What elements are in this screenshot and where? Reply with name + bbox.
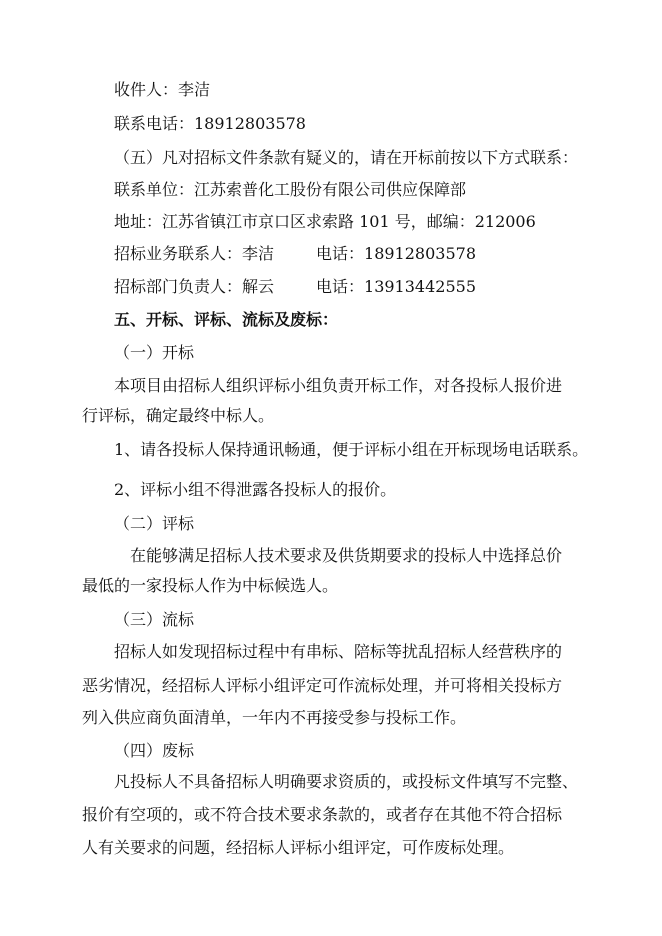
subsection-failed-bid-title: （三）流标 bbox=[114, 610, 195, 629]
contact-unit-line: 联系单位：江苏索普化工股份有限公司供应保障部 bbox=[114, 180, 467, 199]
recipient-phone-line: 联系电话：18912803578 bbox=[114, 114, 306, 133]
inquiry-paragraph: （五）凡对招标文件条款有疑义的，请在开标前按以下方式联系： bbox=[114, 148, 579, 167]
section-title: 五、开标、评标、流标及废标： bbox=[114, 310, 339, 329]
failed-bid-paragraph-line: 恶劣情况，经招标人评标小组评定可作流标处理，并可将相关投标方 bbox=[82, 676, 563, 695]
opening-item-1: 1、请各投标人保持通讯畅通，便于评标小组在开标现场电话联系。 bbox=[114, 440, 589, 459]
bid-contact-label: 招标业务联系人：李洁 bbox=[114, 244, 275, 263]
evaluation-paragraph-line: 在能够满足招标人技术要求及供货期要求的投标人中选择总价 bbox=[130, 546, 563, 565]
subsection-evaluation-title: （二）评标 bbox=[114, 514, 195, 533]
invalid-bid-paragraph-line: 人有关要求的问题，经招标人评标小组评定，可作废标处理。 bbox=[82, 838, 515, 857]
opening-item-2: 2、评标小组不得泄露各投标人的报价。 bbox=[114, 480, 397, 499]
recipient-line: 收件人：李洁 bbox=[114, 80, 211, 99]
bid-contact-line bbox=[114, 244, 476, 264]
failed-bid-paragraph-line: 招标人如发现招标过程中有串标、陪标等扰乱招标人经营秩序的 bbox=[114, 642, 563, 661]
bid-contact-phone: 电话：18912803578 bbox=[316, 244, 476, 263]
dept-head-line bbox=[114, 277, 476, 297]
subsection-opening-title: （一）开标 bbox=[114, 343, 195, 362]
invalid-bid-paragraph-line: 凡投标人不具备招标人明确要求资质的，或投标文件填写不完整、 bbox=[114, 772, 579, 791]
failed-bid-paragraph-line: 列入供应商负面清单，一年内不再接受参与投标工作。 bbox=[82, 708, 467, 727]
dept-head-phone: 电话：13913442555 bbox=[316, 277, 476, 296]
address-line: 地址：江苏省镇江市京口区求索路 101 号，邮编：212006 bbox=[114, 212, 536, 231]
invalid-bid-paragraph-line: 报价有空项的，或不符合技术要求条款的，或者存在其他不符合招标 bbox=[82, 805, 563, 824]
subsection-invalid-bid-title: （四）废标 bbox=[114, 741, 195, 760]
opening-paragraph-line: 本项目由招标人组织评标小组负责开标工作，对各投标人报价进 bbox=[114, 376, 563, 395]
evaluation-paragraph-line: 最低的一家投标人作为中标候选人。 bbox=[82, 576, 339, 595]
opening-paragraph-line: 行评标，确定最终中标人。 bbox=[82, 406, 275, 425]
dept-head-label: 招标部门负责人：解云 bbox=[114, 277, 275, 296]
